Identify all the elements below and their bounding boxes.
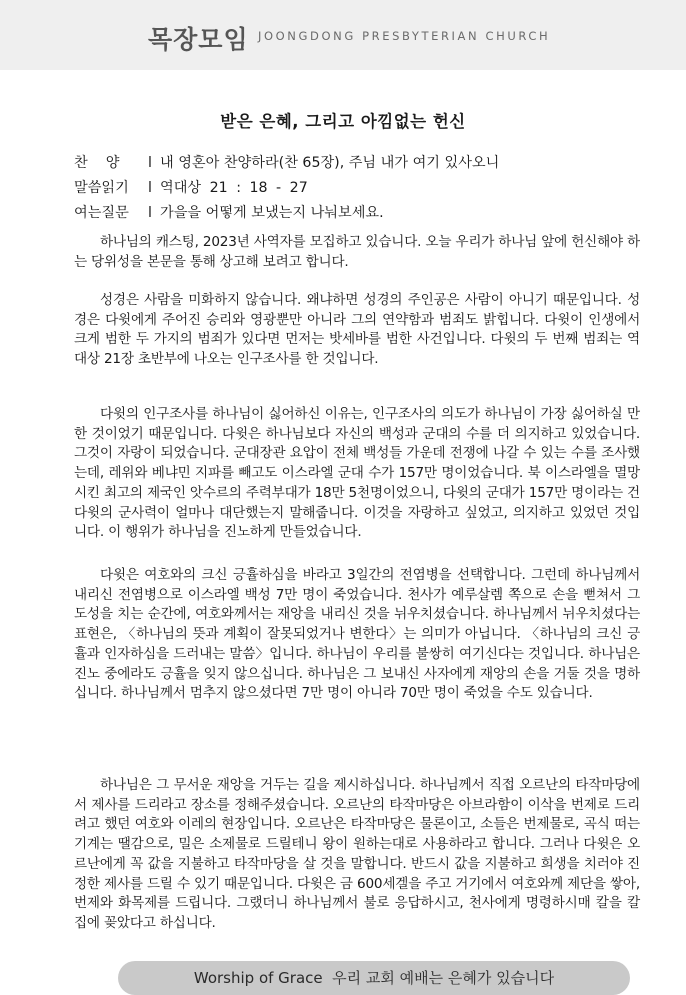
paragraph-4: 다윗은 여호와의 크신 긍휼하심을 바라고 3일간의 전염병을 선택합니다. 그런데 하나님께서 내리신 전염병으로 이스라엘 백성 7만 명이 죽었습니다. 천사가 예루살렘 쪽으로 손을 뻗쳐서 그 도성을 치는 순간에, 여호와께서는 재앙을 내리신 것을 뉘우치셨습니다. 하나님께서 뉘우치셨다는 표현은, 〈하나님의 뜻과 계획이 잘못되었거나 변한다〉는 의미가 아닙니다. 〈하나님의 크신 긍휼과 인자하심을 드러내는 말씀〉입니다. 하나님이 우리를 불쌍히 여기신다는 것입니다. 하나님은 진노 중에라도 긍휼을 잊지 않으십니다. 하나님은 그 보내신 사자에게 재앙의 손을 거둘 것을 명하십니다. 하나님께서 멈추지 않으셨다면 7만 명이 아니라 70만 명이 죽었을 수도 있습니다. bbox=[74, 567, 640, 702]
question-row bbox=[74, 202, 384, 224]
scripture-row bbox=[74, 177, 308, 199]
footer-text: Worship of Grace 우리 교회 예배는 은혜가 있습니다 bbox=[193, 969, 555, 987]
hymn-separator: l bbox=[148, 155, 152, 171]
paragraph-1: 하나님의 캐스팅, 2023년 사역자를 모집하고 있습니다. 오늘 우리가 하나님 앞에 헌신해야 하는 당위성을 본문을 통해 상고해 보려고 합니다. bbox=[74, 234, 640, 270]
page-title: 받은 은혜, 그리고 아낌없는 헌신 bbox=[220, 112, 466, 131]
scripture-separator: l bbox=[148, 180, 152, 196]
header-bar bbox=[0, 0, 686, 70]
question-value: 가을을 어떻게 보냈는지 나눠보세요. bbox=[160, 205, 384, 221]
question-separator: l bbox=[148, 205, 152, 221]
hymn-label: 찬 양 bbox=[74, 155, 120, 171]
question-label: 여는질문 bbox=[74, 205, 129, 221]
scripture-value: 역대상 21 : 18 - 27 bbox=[160, 180, 308, 196]
church-name: JOONGDONG PRESBYTERIAN CHURCH bbox=[258, 29, 551, 43]
header-title: 목장모임 bbox=[148, 25, 249, 54]
paragraph-3: 다윗의 인구조사를 하나님이 싫어하신 이유는, 인구조사의 의도가 하나님이 가장 싫어하실 만한 것이었기 때문입니다. 다윗은 하나님보다 자신의 백성과 군대의 수를 더 의지하고 있었습니다. 그것이 자랑이 되었습니다. 군대장관 요압이 전체 백성들 가운데 전쟁에 나갈 수 있는 수를 조사했는데, 레위와 베냐민 지파를 빼고도 이스라엘 군대 수가 157만 명이었습니다. 북 이스라엘을 멸망시킨 최고의 제국인 앗수르의 주력부대가 18만 5천명이었으니, 다윗의 군대가 157만 명이라는 건 다윗의 군사력이 얼마나 대단했는지 말해줍니다. 이것을 자랑하고 싶었고, 의지하고 있었던 것입니다. 이 행위가 하나님을 진노하게 만들었습니다. bbox=[74, 406, 640, 541]
hymn-row bbox=[74, 152, 499, 174]
hymn-value: 내 영혼아 찬양하라(찬 65장), 주님 내가 여기 있사오니 bbox=[160, 155, 500, 171]
paragraph-2: 성경은 사람을 미화하지 않습니다. 왜냐하면 성경의 주인공은 사람이 아니기 때문입니다. 성경은 다윗에게 주어진 승리와 영광뿐만 아니라 그의 연약함과 범죄도 밝힙니다. 다윗이 인생에서 크게 범한 두 가지의 범죄가 있다면 먼저는 밧세바를 범한 사건입니다. 다윗의 두 번째 범죄는 역대상 21장 초반부에 나오는 인구조사를 한 것입니다. bbox=[74, 292, 640, 368]
scripture-label: 말씀읽기 bbox=[74, 180, 129, 196]
paragraph-5: 하나님은 그 무서운 재앙을 거두는 길을 제시하십니다. 하나님께서 직접 오르난의 타작마당에서 제사를 드리라고 장소를 정해주셨습니다. 오르난의 타작마당은 아브라함이 이삭을 번제로 드리려고 했던 여호와 이레의 현장입니다. 오르난은 타작마당은 물론이고, 소들은 번제물로, 곡식 떠는 기계는 땔감으로, 밀은 소제물로 드릴테니 왕이 원하는대로 사용하라고 합니다. 그러나 다윗은 오르난에게 꼭 값을 지불하고 타작마당을 살 것을 말합니다. 반드시 값을 지불하고 희생을 치러야 진정한 제사를 드릴 수 있기 때문입니다. 다윗은 금 600세겔을 주고 거기에서 여호와께 제단을 쌓아, 번제와 화목제를 드립니다. 그랬더니 하나님께서 불로 응답하시고, 천사에게 명령하시매 칼을 칼집에 꽂았다고 하십니다. bbox=[74, 777, 640, 931]
